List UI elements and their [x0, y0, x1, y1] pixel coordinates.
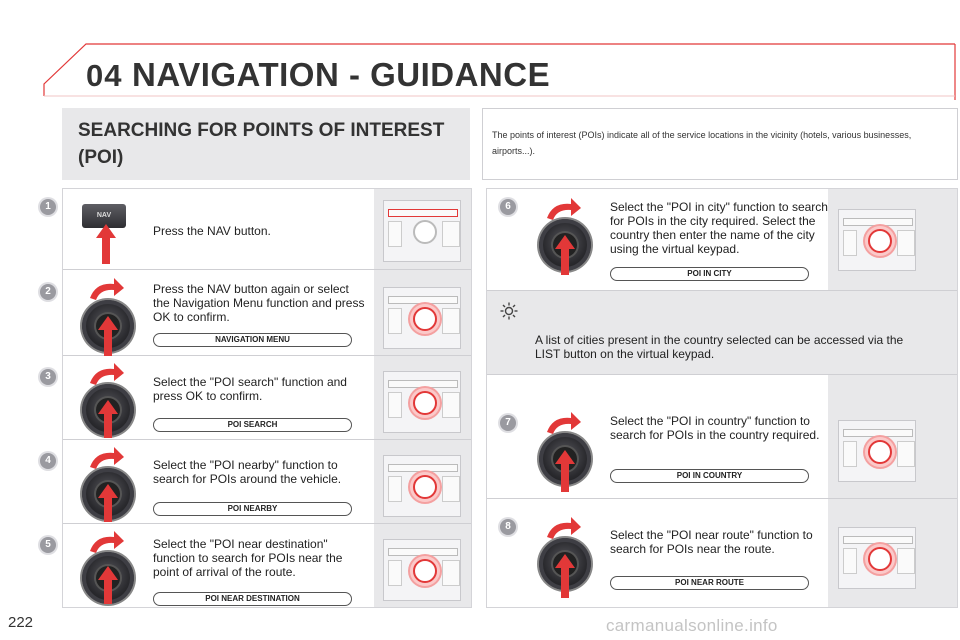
tip-text: A list of cities present in the country selected can be accessed via the LIST button on the virtual keypad.: [535, 333, 904, 361]
chapter-number: 04: [86, 58, 123, 93]
push-arrow-icon: [98, 400, 118, 438]
step-text: Press the NAV button.: [153, 224, 271, 238]
step-number-badge: 2: [40, 284, 56, 300]
rotate-arrow-icon: [543, 412, 583, 434]
rotate-arrow-icon: [86, 363, 126, 385]
push-arrow-icon: [555, 235, 575, 275]
step-number-badge: 4: [40, 453, 56, 469]
page-number: 222: [8, 614, 34, 631]
chapter-title: NAVIGATION - GUIDANCE: [132, 56, 551, 93]
push-arrow-icon: [98, 316, 118, 356]
step-text: Select the "POI in city" function to search for POIs in the city required. Select the country then enter the name of the city using the virtual keypad.: [610, 200, 828, 256]
step-number-badge: 6: [500, 199, 516, 215]
push-arrow-icon: [98, 484, 118, 522]
menu-label: POI NEARBY: [153, 502, 352, 516]
rotate-arrow-icon: [543, 198, 583, 220]
step-number-badge: 1: [40, 199, 56, 215]
step-text: Select the "POI nearby" function to search for POIs around the vehicle.: [153, 458, 342, 486]
step-divider: [63, 523, 471, 524]
head-unit-icon: [838, 420, 916, 482]
intro-description: The points of interest (POIs) indicate all of the service locations in the vicinity (hotels, various businesses, airports...).: [492, 130, 912, 156]
step-text: Select the "POI near destination" function to search for POIs near the point of arrival of the route.: [153, 537, 343, 579]
step-text: Select the "POI near route" function to search for POIs near the route.: [610, 528, 813, 556]
rotate-arrow-icon: [86, 278, 126, 300]
head-unit-icon: [383, 455, 461, 517]
step-divider: [487, 498, 957, 499]
step-divider: [487, 374, 957, 375]
watermark: carmanualsonline.info: [606, 616, 778, 635]
push-arrow-icon: [98, 566, 118, 604]
step-divider: [63, 355, 471, 356]
head-unit-icon: [383, 539, 461, 601]
step-number-badge: 8: [500, 519, 516, 535]
head-unit-icon: [838, 209, 916, 271]
step-divider: [63, 439, 471, 440]
menu-label: NAVIGATION MENU: [153, 333, 352, 347]
head-unit-icon: [838, 527, 916, 589]
nav-button-icon: NAV: [82, 204, 126, 228]
rotate-arrow-icon: [86, 531, 126, 553]
step-text: Press the NAV button again or select the Navigation Menu function and press OK to confirm.: [153, 282, 365, 324]
rotate-arrow-icon: [543, 517, 583, 539]
push-arrow-icon: [555, 450, 575, 492]
up-arrow-icon: [96, 224, 116, 264]
step-divider: [63, 269, 471, 270]
menu-label: POI IN CITY: [610, 267, 809, 281]
step-divider: [487, 290, 957, 291]
menu-label: POI NEAR DESTINATION: [153, 592, 352, 606]
menu-label: POI IN COUNTRY: [610, 469, 809, 483]
rotate-arrow-icon: [86, 447, 126, 469]
menu-label: POI NEAR ROUTE: [610, 576, 809, 590]
head-unit-icon: [383, 371, 461, 433]
step-text: Select the "POI in country" function to search for POIs in the country required.: [610, 414, 820, 442]
step-number-badge: 7: [500, 415, 516, 431]
push-arrow-icon: [555, 554, 575, 598]
sun-tip-icon: [500, 302, 518, 320]
step-number-badge: 3: [40, 369, 56, 385]
step-text: Select the "POI search" function and press OK to confirm.: [153, 375, 347, 403]
step-number-badge: 5: [40, 537, 56, 553]
section-title: SEARCHING FOR POINTS OF INTEREST (POI): [78, 120, 445, 168]
head-unit-icon: [383, 200, 461, 262]
head-unit-icon: [383, 287, 461, 349]
menu-label: POI SEARCH: [153, 418, 352, 432]
